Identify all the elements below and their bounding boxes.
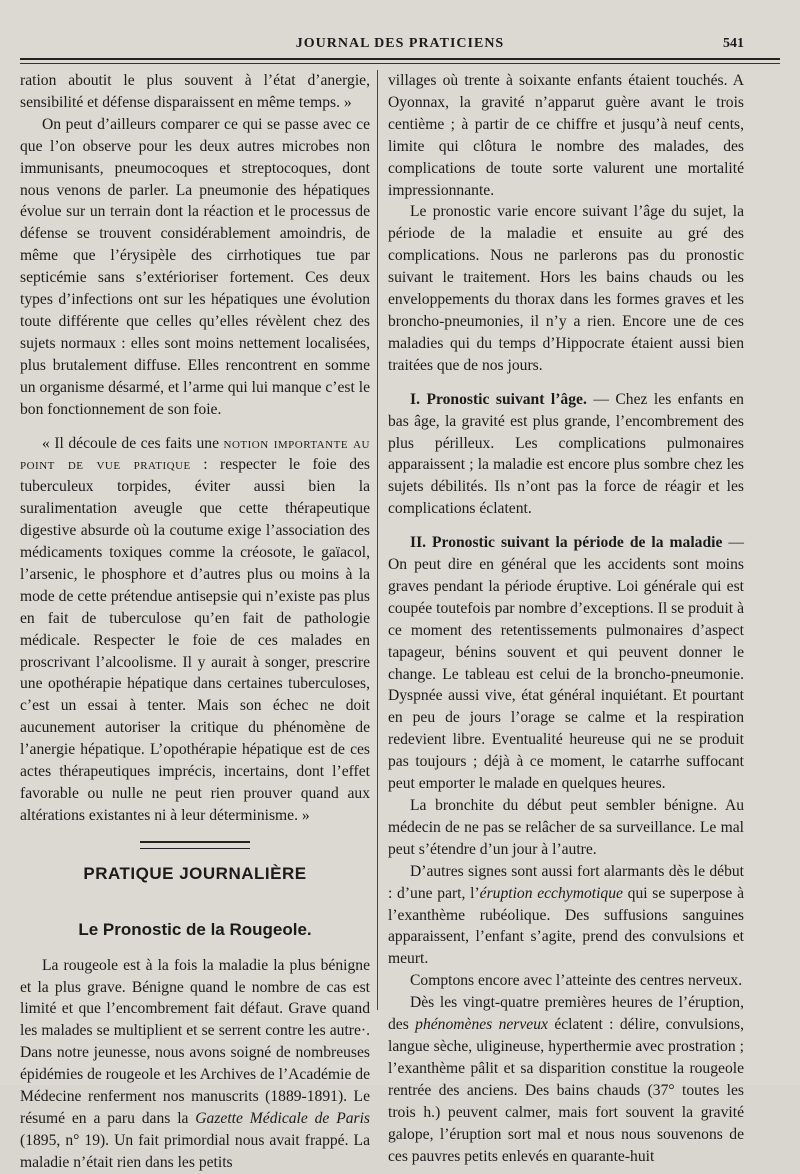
subsection-heading: I. Pronostic suivant l’âge. bbox=[410, 390, 587, 408]
emphasis-caps: notion importante au point de vue pratique bbox=[20, 434, 370, 474]
spacer bbox=[20, 421, 370, 433]
header-rule bbox=[20, 58, 780, 60]
page-header bbox=[20, 36, 780, 56]
paragraph bbox=[20, 955, 370, 1174]
right-column bbox=[388, 70, 744, 1167]
paragraph-text: — On peut dire en général que les accidents sont moins graves pendant la période éruptive. Loi générale qui est coupée toutefois par nombre d’exceptions. Il se produit à ce moment des retentissements pulmonaires d’aspect tapageur, bénins souvent et qui peuvent donner le change. Le tableau est celui de la broncho-pneumonie. Dyspnée aussi vive, état général inquiétant. Et pourtant en peu de jours l’orage se calme et la respiration redevient libre. Eventualité heureuse qui ne se produit pas toujours ; déjà à ce moment, le catarrhe suffocant peut emporter le malade en quelques heures. bbox=[388, 534, 744, 793]
emphasis-term: phénomènes nerveux bbox=[415, 1016, 548, 1034]
paragraph: Le pronostic varie encore suivant l’âge du sujet, la période de la maladie et ensuite au gré des complications. Nous ne parlerons pas du pronostic suivant le traitement. Hors les bains chauds ou les enveloppements du thorax dans les formes graves et les broncho-pneumonies, il n’y a rien. Encore une de ces maladies qui du temps d’Hippocrate étaient aussi bien traitées que de nos jours. bbox=[388, 203, 744, 374]
paragraph: On peut d’ailleurs comparer ce qui se passe avec ce que l’on observe pour les deux autres microbes non immunisants, pneumocoques et streptocoques, dont nous venons de parler. La pneumonie des hépatiques évolue sur un terrain dont la réaction et le processus de défense se trouvent considérablement amoindris, de même que l’érysipèle des cirrhotiques tue par septicémie sans s’extérioriser fortement. Ces deux types d’infections ont sur les hépatiques une évolution toute différente que celles qu’elles révèlent chez des sujets normaux : elles sont moins nettement localisées, plus brutalement diffuse. Elles rencontrent en somme un organisme désarmé, et l’arme qui lui manque c’est le bon fonctionnement de son foie. bbox=[20, 115, 370, 418]
paragraph-text: éclatent : délire, convulsions, langue sèche, uligineuse, hyperthermie avec prostration ; l’exanthème pâlit et sa disparition constitue la rougeole rentrée des anciens. Des bains chauds (37° toutes les trois h.) peuvent calmer, mais fort souvent la gravité galope, l’éruption sort mal et nous nous souvenons de ces pauvres petits enlevés en quarante-huit bbox=[388, 1016, 745, 1165]
section-title: PRATIQUE JOURNALIÈRE bbox=[83, 863, 307, 883]
paragraph-text: (1895, n° 19). Un fait primordial nous avait frappé. La maladie n’était rien dans les petits bbox=[20, 1131, 370, 1171]
paragraph: La bronchite du début peut sembler bénigne. Au médecin de ne pas se relâcher de sa surveillance. Le mal peut s’étendre d’un jour à l’autre. bbox=[388, 797, 744, 858]
paragraph: ration aboutit le plus souvent à l’état d’anergie, sensibilité et défense disparaissent en même temps. » bbox=[20, 72, 370, 111]
paragraph-text: D’autres signes sont aussi fort alarmants dès le début : d’une part, l’ bbox=[388, 862, 744, 902]
spacer bbox=[388, 520, 744, 532]
running-title: JOURNAL DES PRATICIENS bbox=[295, 36, 505, 51]
left-column bbox=[20, 70, 370, 1174]
paragraph: Comptons encore avec l’atteinte des centres nerveux. bbox=[410, 972, 743, 990]
paragraph bbox=[388, 389, 744, 520]
paragraph bbox=[388, 861, 744, 971]
quote-paragraph bbox=[20, 433, 370, 827]
quote-body: : respecter le foie des tuberculeux torpides, éviter aussi bien la suralimentation aveugle que cette thérapeutique digestive absurde où la coutume exige l’association des médicaments toxiques comme la créosote, le gaïacol, l’arsenic, le phosphore et d’autres plus ou moins à la mode de cette prétendue antisepsie qui n’existe pas plus en fait de tuberculose qu’en fait de pathologie médicale. Respecter le foie de ces malades en proscrivant l’alcoolisme. Il y aurait à songer, prescrire une opothérapie hépatique dans certaines tuberculoses, c’est un essai à tenter. Mais son échec ne doit aucunement autoriser la critique du phénomène de l’anergie hépatique. L’opothérapie hépatique est de ces actes thérapeutiques imprécis, incertains, dont l’effet favorable ou nulle ne peut rien prouver quand aux altérations existantes ni à leur déterminisme. » bbox=[20, 456, 370, 824]
header-rule-thin bbox=[20, 63, 780, 64]
paragraph-text: — Chez les enfants en bas âge, la gravité est plus grande, l’encombrement des plus périlleux. Les complications pulmonaires apparaissent ; la maladie est encore plus sombre chez les sujets débilités. Ils n’ont pas la force de réagir et les complications éclatent. bbox=[388, 390, 744, 518]
paragraph-text: La rougeole est à la fois la maladie la plus bénigne et la plus grave. Bénigne quand le nombre de cas est limité et que l’encombrement fait défaut. Grave quand les malades se multiplient et se serrent contre les autre·. Dans notre jeunesse, nous avons soigné de nombreuses épidémies de rougeole et les Archives de l’Académie de Médecine renferment nos manuscrits (1889-1891). Le résumé en a paru dans la bbox=[20, 956, 370, 1127]
paragraph: villages où trente à soixante enfants étaient touchés. A Oyonnax, la gravité n’apparut guère avant le trois centième ; à partir de ce chiffre et jusqu’à neuf cents, limite qui clôtura le nombre des malades, des complications de toute sorte valurent une mortalité impressionnante. bbox=[388, 72, 744, 199]
emphasis-term: éruption ecchymotique bbox=[479, 884, 623, 902]
journal-name: Gazette Médicale de Paris bbox=[195, 1109, 370, 1127]
paragraph bbox=[388, 992, 744, 1167]
column-divider bbox=[377, 70, 378, 1010]
paragraph bbox=[388, 532, 744, 795]
page-number: 541 bbox=[723, 36, 744, 51]
spacer bbox=[388, 377, 744, 389]
paragraph-text: Dès les vingt-quatre premières heures de l’éruption, des bbox=[388, 994, 744, 1034]
subsection-heading: II. Pronostic suivant la période de la maladie bbox=[410, 534, 723, 552]
quote-lead: « Il découle de ces faits une bbox=[42, 434, 224, 452]
paragraph-text: qui se superpose à l’exanthème rubéolique. Des suffusions sanguines apparaissent, l’enfant s’agite, prend des convulsions et meurt. bbox=[388, 884, 744, 968]
article-title: Le Pronostic de la Rougeole. bbox=[78, 919, 312, 939]
section-divider bbox=[140, 841, 250, 849]
